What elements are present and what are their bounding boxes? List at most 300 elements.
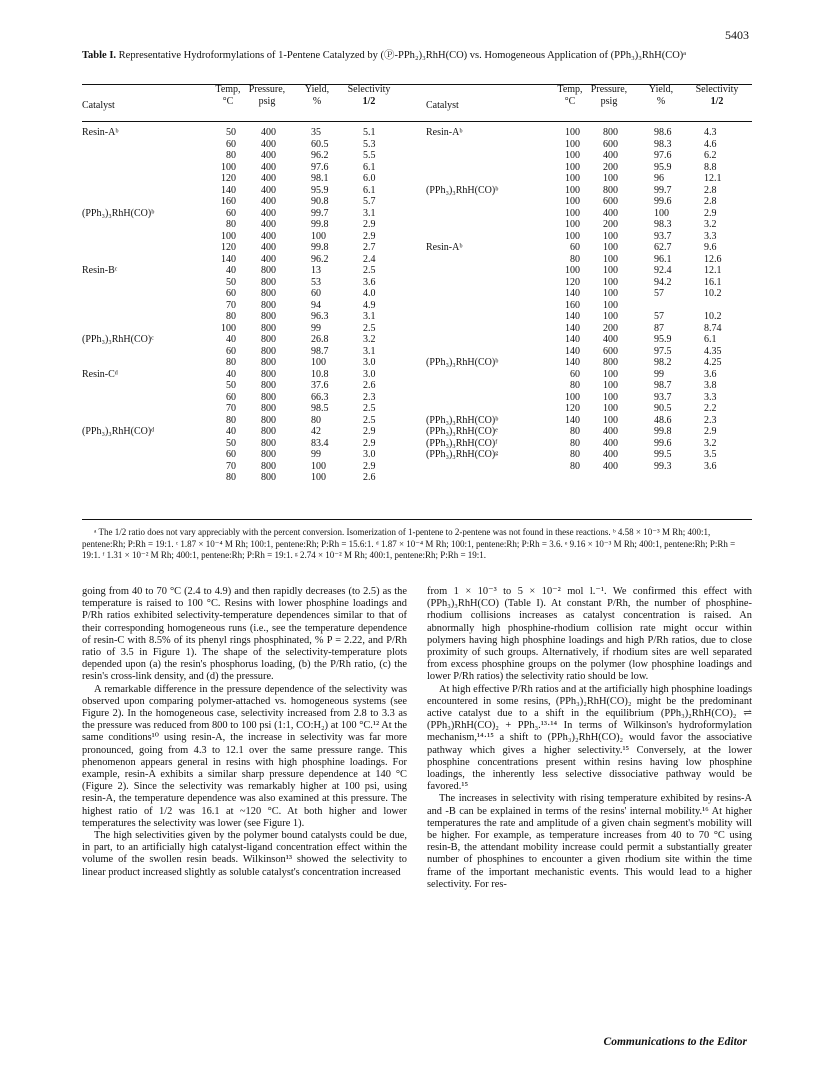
table-cell: 60	[226, 207, 236, 219]
table-cell: 50	[226, 380, 236, 391]
table-cell: 99.5	[654, 449, 672, 460]
table-cell: 50	[226, 276, 236, 288]
table-cell	[426, 392, 550, 404]
body-right-column	[427, 586, 752, 891]
table-cell: (PPh₃)₃RhH(CO)ᶠ	[426, 437, 498, 449]
table-cell: 100	[603, 276, 618, 288]
table-cell: 93.7	[654, 230, 672, 242]
table-cell: 800	[261, 414, 276, 426]
table-cell: Resin-Aᵇ	[82, 127, 119, 138]
table-cell: 99.7	[654, 184, 672, 196]
table-cell: 3.8	[704, 380, 717, 391]
table-cell: 70	[226, 403, 236, 414]
table-cell: 800	[261, 276, 276, 288]
table-cell: 96.3	[311, 311, 329, 322]
table-cell: Resin-Bᶜ	[82, 265, 118, 276]
table-cell: 5.5	[363, 150, 376, 161]
table-cell: 70	[226, 299, 236, 311]
table-cell: 99.6	[654, 437, 672, 449]
table-cell: 96.1	[654, 253, 672, 265]
table-cell: 2.9	[704, 207, 717, 219]
table-cell: 95.9	[654, 161, 672, 173]
left-catalyst-column	[82, 127, 202, 484]
table-cell: 200	[603, 219, 618, 230]
table-cell: 2.9	[363, 437, 376, 449]
table-cell	[426, 150, 550, 162]
table-cell: 2.7	[363, 242, 376, 253]
table-cell	[82, 254, 202, 266]
table-cell	[426, 173, 550, 185]
right-temp-column	[546, 127, 580, 472]
table-cell: 600	[603, 345, 618, 357]
table-cell: 2.6	[363, 380, 376, 391]
table-cell: 98.3	[654, 219, 672, 230]
table-cell: 100	[565, 138, 580, 150]
table-cell: 120	[221, 173, 236, 184]
table-cell: 3.0	[363, 449, 376, 460]
left-paragraph: The high selectivities given by the polymer bound catalysts could be due, in part, to an artificially high catalyst-ligand concentration effect within the volume of the swollen resin beads. Wilkinson¹³ showed the selectivity to linear product increased slightly as soluble catalyst's concentration increased	[82, 830, 407, 878]
table-cell: 100	[603, 403, 618, 414]
right-paragraph: from 1 × 10⁻³ to 5 × 10⁻² mol l.⁻¹. We confirmed this effect with (PPh₃)₃RhH(CO) (Table I). At constant P/Rh, the number of phosphine-rhodium collisions increases as catalyst concentration is raised. An abnormally high phosphine-rhodium collision rate might occur within polymers having high phosphine loadings and high P/Rh ratios, due to close proximity of such groups. Alternatively, if rhodium sites are well separated from excess phosphine groups on the polymer (low phosphine loadings and lower P/Rh ratios) the selectivity ratio should be low.	[427, 586, 752, 683]
table-cell: 42	[311, 426, 321, 437]
table-cell	[82, 415, 202, 427]
table-cell: 100	[311, 472, 326, 483]
table-cell: 400	[603, 334, 618, 345]
table-cell: 3.6	[704, 460, 717, 472]
table-cell: 400	[603, 449, 618, 460]
table-cell: 60	[226, 345, 236, 357]
table-cell	[82, 380, 202, 392]
table-cell: 96.2	[311, 150, 329, 161]
table-cell: 800	[261, 460, 276, 472]
table-cell	[82, 357, 202, 369]
table-cell: 800	[261, 357, 276, 368]
table-cell: 100	[603, 391, 618, 403]
right-selectivity-column	[704, 127, 740, 472]
table-cell: 100	[311, 357, 326, 368]
table-cell: 100	[221, 161, 236, 173]
table-cell: 120	[565, 276, 580, 288]
table-cell: 5.1	[363, 127, 376, 138]
table-cell: 400	[603, 426, 618, 437]
table-cell: 8.8	[704, 161, 717, 173]
table-cell	[426, 323, 550, 335]
table-cell: 57	[654, 288, 664, 299]
table-cell: 140	[565, 357, 580, 368]
table-cell: 80	[570, 460, 580, 472]
table-cell: 95.9	[654, 334, 672, 345]
table-cell: 95.9	[311, 184, 329, 196]
table-cell: 400	[603, 460, 618, 472]
table-cell: 200	[603, 322, 618, 334]
table-cell: 53	[311, 276, 321, 288]
table-cell: 62.7	[654, 242, 672, 253]
table-cell: 80	[570, 253, 580, 265]
table-cell: 400	[261, 173, 276, 184]
right-pressure-column	[586, 127, 618, 472]
table-cell: 3.2	[704, 437, 717, 449]
table-cell: 12.6	[704, 253, 722, 265]
table-cell	[426, 265, 550, 277]
table-cell: 100	[603, 380, 618, 391]
table-cell: 60	[226, 288, 236, 299]
table-cell: 13	[311, 265, 321, 276]
table-cell: 800	[261, 299, 276, 311]
header-temp-left: Temp, °C	[215, 84, 241, 107]
table-cell: 400	[261, 242, 276, 253]
table-cell: 3.1	[363, 311, 376, 322]
table-cell: 93.7	[654, 391, 672, 403]
table-cell: 8.74	[704, 322, 722, 334]
table-cell	[426, 288, 550, 300]
table-cell: 3.1	[363, 207, 376, 219]
table-cell: 100	[311, 230, 326, 242]
table-cell: (PPh₃)₃RhH(CO)ᵉ	[426, 426, 498, 437]
table-cell: 99	[311, 322, 321, 334]
table-cell: (PPh₃)₃RhH(CO)ᵇ	[82, 207, 155, 219]
table-cell: 80	[570, 449, 580, 460]
table-cell: 400	[261, 207, 276, 219]
table-cell: 100	[603, 311, 618, 322]
table-cell	[654, 300, 690, 312]
table-cell: 2.5	[363, 403, 376, 414]
table-cell: 97.6	[654, 150, 672, 161]
table-cell: 90.5	[654, 403, 672, 414]
table-cell: 400	[261, 161, 276, 173]
table-cell	[82, 323, 202, 335]
table-cell: 2.9	[363, 460, 376, 472]
table-cell: 100	[565, 219, 580, 230]
table-cell: 80	[226, 219, 236, 230]
table-cell	[82, 173, 202, 185]
table-cell: 800	[261, 472, 276, 483]
table-cell: 99.6	[654, 196, 672, 207]
table-cell	[426, 208, 550, 220]
left-selectivity-column	[363, 127, 393, 484]
table-cell: 40	[226, 368, 236, 380]
table-cell: 100	[603, 414, 618, 426]
left-pressure-column	[244, 127, 276, 484]
table-cell: 400	[261, 219, 276, 230]
right-paragraph: The increases in selectivity with rising temperature exhibited by resins-A and -B can be explained in terms of the resins' internal mobility.¹⁶ At higher temperatures the rate and amplitude of a given chain segment's mobility will be higher. For example, as temperature increases from 40 to 70 °C using resin-B, the attendant mobility increase could permit a substantially greater number of phosphines to encounter a given rhodium site within the time frame of the important mechanistic events. This would lead to a higher selectivity. For res-	[427, 793, 752, 890]
body-left-column	[82, 586, 407, 879]
table-cell	[82, 438, 202, 450]
table-cell: 100	[565, 150, 580, 161]
table-cell: 98.7	[311, 345, 329, 357]
table-cell: 80	[226, 311, 236, 322]
table-cell: 100	[565, 173, 580, 184]
table-cell: 800	[261, 322, 276, 334]
table-cell: 60	[226, 449, 236, 460]
table-cell: 400	[261, 253, 276, 265]
table-cell: 2.4	[363, 253, 376, 265]
table-cell: 800	[261, 311, 276, 322]
table-cell: 6.1	[363, 184, 376, 196]
table-cell: 99	[311, 449, 321, 460]
left-yield-column	[311, 127, 347, 484]
table-cell: 100	[603, 265, 618, 276]
table-cell: 98.1	[311, 173, 329, 184]
table-cell: Resin-Aᵇ	[426, 242, 463, 253]
table-cell: 60	[226, 391, 236, 403]
table-cell: 140	[565, 414, 580, 426]
table-cell	[426, 254, 550, 266]
table-cell: 40	[226, 265, 236, 276]
table-cell: 3.6	[704, 368, 717, 380]
table-cell: 80	[570, 437, 580, 449]
table-header-rule	[82, 121, 752, 122]
table-cell	[426, 311, 550, 323]
table-cell: 48.6	[654, 414, 672, 426]
table-cell: 70	[226, 460, 236, 472]
table-cell: 100	[565, 161, 580, 173]
table-cell	[426, 369, 550, 381]
table-cell: 100	[654, 207, 669, 219]
table-cell: 100	[221, 322, 236, 334]
table-cell: 60	[570, 242, 580, 253]
table-cell: 60	[311, 288, 321, 299]
table-cell: 60.5	[311, 138, 329, 150]
table-cell	[426, 380, 550, 392]
table-cell	[82, 219, 202, 231]
table-cell: 800	[261, 288, 276, 299]
table-cell: 57	[654, 311, 664, 322]
table-cell: 6.0	[363, 173, 376, 184]
table-cell: 10.8	[311, 368, 329, 380]
table-cell: 80	[226, 414, 236, 426]
table-cell: 600	[603, 138, 618, 150]
table-cell: 3.2	[704, 219, 717, 230]
table-cell: 35	[311, 127, 321, 138]
table-cell: 100	[565, 127, 580, 138]
table-cell: 100	[603, 299, 618, 311]
table-cell: 98.2	[654, 357, 672, 368]
caption-text: Representative Hydroformylations of 1-Pentene Catalyzed by (Ⓟ-PPh₂)₃RhH(CO) vs. Homogeneous Application of (PPh₃)₃RhH(CO)ᵃ	[118, 50, 687, 61]
header-catalyst-right: Catalyst	[426, 100, 459, 111]
table-cell: 140	[565, 345, 580, 357]
table-cell: 50	[226, 127, 236, 138]
table-cell: 100	[311, 460, 326, 472]
table-cell: 12.1	[704, 173, 722, 184]
table-cell: 3.0	[363, 368, 376, 380]
table-cell: 98.5	[311, 403, 329, 414]
table-cell	[82, 392, 202, 404]
right-paragraph: At high effective P/Rh ratios and at the artificially high phosphine loadings encountered in some resins, (PPh₃)₂RhH(CO)₂ might be the predominant active catalyst due to a shift in the equilibrium (PPh₃)₂RhH(CO)₂ ⇌ (PPh₃)RhH(CO)₂ + PPh₃.¹³·¹⁴ In terms of Wilkinson's hydroformylation mechanism,¹⁴·¹⁵ a shift to (PPh₃)₂RhH(CO)₂ would favor the associative pathway which gives a higher selectivity.¹⁵ Conversely, at the lower phosphine concentrations present within resins having low phosphine loadings, the inherently less selective dissociative pathway would be favored.¹⁵	[427, 683, 752, 793]
table-cell: 400	[261, 230, 276, 242]
table-cell: 90.8	[311, 196, 329, 207]
table-cell: 800	[603, 184, 618, 196]
table-cell: 800	[261, 345, 276, 357]
table-cell: 400	[261, 150, 276, 161]
table-cell	[82, 242, 202, 254]
table-cell: 5.3	[363, 138, 376, 150]
table-cell: 800	[261, 437, 276, 449]
table-cell: 800	[261, 449, 276, 460]
table-cell: 800	[603, 127, 618, 138]
table-cell: 4.9	[363, 299, 376, 311]
table-cell: 400	[261, 184, 276, 196]
table-cell: 87	[654, 322, 664, 334]
header-catalyst-left: Catalyst	[82, 100, 115, 111]
right-catalyst-column	[426, 127, 550, 461]
table-cell: 140	[221, 184, 236, 196]
table-cell: 2.8	[704, 184, 717, 196]
header-selectivity-right: Selectivity 1/2	[695, 84, 739, 107]
table-cell: 3.3	[704, 230, 717, 242]
table-cell: 3.1	[363, 345, 376, 357]
table-cell: 4.3	[704, 127, 717, 138]
table-cell: 100	[565, 391, 580, 403]
table-cell: 4.35	[704, 345, 722, 357]
table-cell: 60	[226, 138, 236, 150]
table-cell: 100	[565, 184, 580, 196]
header-yield-left: Yield, %	[304, 84, 330, 107]
table-cell: 3.5	[704, 449, 717, 460]
table-cell: 94.2	[654, 276, 672, 288]
table-cell	[704, 300, 740, 312]
table-cell: 66.3	[311, 391, 329, 403]
table-cell: 80	[226, 150, 236, 161]
table-caption	[82, 49, 752, 62]
table-cell: 100	[565, 230, 580, 242]
caption-label: Table I.	[82, 50, 117, 61]
table-cell: (PPh₃)₃RhH(CO)ᵇ	[426, 414, 499, 426]
header-temp-right: Temp, °C	[557, 84, 583, 107]
table-cell: 2.9	[704, 426, 717, 437]
left-temp-column	[202, 127, 236, 484]
table-cell: 60	[570, 368, 580, 380]
table-cell: 400	[261, 138, 276, 150]
table-cell	[82, 300, 202, 312]
journal-footer: Communications to the Editor	[603, 1036, 747, 1048]
table-cell: 800	[261, 368, 276, 380]
table-cell: 4.6	[704, 138, 717, 150]
table-cell: 140	[221, 253, 236, 265]
table-cell: 400	[603, 207, 618, 219]
table-cell: 600	[603, 196, 618, 207]
table-cell: 100	[603, 368, 618, 380]
table-cell: 140	[565, 288, 580, 299]
table-cell	[426, 196, 550, 208]
table-cell: 160	[565, 299, 580, 311]
table-cell: 26.8	[311, 334, 329, 345]
left-paragraph: going from 40 to 70 °C (2.4 to 4.9) and then rapidly decreases (to 2.5) as the temperature is raised to 100 °C. Resins with lower phosphine loadings and P/Rh ratios exhibited selectivity-temperature dependences similar to that of their corresponding homogeneous runs (i.e., see the temperature dependence of resin-C with 8.5% of its phenyl rings phosphinated, % P = 2.22, and P/Rh ratio of 3.5 in Figure 1). The shape of the selectivity-temperature plots depended upon (a) the resin's phosphorus loading, (b) the P/Rh ratio, (c) the resin's cross-link density, and (d) the pressure.	[82, 586, 407, 683]
table-cell: (PPh₃)₃RhH(CO)ᵈ	[82, 426, 155, 437]
table-cell: 10.2	[704, 311, 722, 322]
table-cell	[82, 461, 202, 473]
table-cell: 400	[261, 196, 276, 207]
table-cell: 100	[565, 265, 580, 276]
table-cell: 2.9	[363, 426, 376, 437]
table-cell: 400	[603, 437, 618, 449]
table-cell: 97.6	[311, 161, 329, 173]
table-cell: 120	[221, 242, 236, 253]
table-cell: 100	[603, 253, 618, 265]
table-cell	[82, 403, 202, 415]
table-cell: 10.2	[704, 288, 722, 299]
table-cell: 96	[654, 173, 664, 184]
table-cell: 6.1	[704, 334, 717, 345]
header-pressure-right: Pressure, psig	[590, 84, 628, 107]
table-cell: 400	[261, 127, 276, 138]
table-cell	[426, 403, 550, 415]
table-cell: 120	[565, 403, 580, 414]
right-yield-column	[654, 127, 690, 472]
table-cell: 800	[603, 357, 618, 368]
table-cell: 2.8	[704, 196, 717, 207]
table-cell: 100	[603, 288, 618, 299]
left-paragraph: A remarkable difference in the pressure dependence of the selectivity was observed upon comparing polymer-attached vs. homogeneous systems (see Figure 2). In the homogeneous case, selectivity increased from 2.8 to 3.3 as the pressure was reduced from 800 to 100 psi (1:1, CO:H₂) at 100 °C.¹² At the same conditions¹⁰ using resin-A, the increase in selectivity was far more pronounced, going from 4.3 to 12.1 over the same pressure range. This phenomenon appears general in resins with high phosphine loadings. For example, resin-A exhibits a similar sharp pressure dependence at 140 °C (Figure 2). Since the selectivity was remarkably higher at 100 psi, using resin-A, the temperature dependence was also examined at this pressure. The highest ratio of 1/2 was 16.1 at ~120 °C. At both higher and lower temperatures the selectivity was lower (see Figure 1).	[82, 683, 407, 829]
table-cell	[82, 185, 202, 197]
table-cell: 200	[603, 161, 618, 173]
table-cell: (PPh₃)₃RhH(CO)ᵇ	[426, 357, 499, 368]
table-cell: 3.0	[363, 357, 376, 368]
table-cell	[426, 277, 550, 289]
table-cell	[82, 346, 202, 358]
table-cell	[426, 162, 550, 174]
table-cell: 37.6	[311, 380, 329, 391]
table-cell: (PPh₃)₃RhH(CO)ᶜ	[82, 334, 154, 345]
table-cell: 6.1	[363, 161, 376, 173]
table-cell: 5.7	[363, 196, 376, 207]
table-cell: 97.5	[654, 345, 672, 357]
table-cell: 140	[565, 322, 580, 334]
table-cell: Resin-Cᵈ	[82, 368, 118, 380]
table-cell: 800	[261, 380, 276, 391]
table-cell	[82, 139, 202, 151]
table-cell: 98.6	[654, 127, 672, 138]
table-cell: 98.3	[654, 138, 672, 150]
table-cell: 100	[221, 230, 236, 242]
table-cell: 12.1	[704, 265, 722, 276]
table-bottom-rule	[82, 519, 752, 520]
table-cell: 3.3	[704, 391, 717, 403]
table-cell: 80	[570, 426, 580, 437]
table-cell: 92.4	[654, 265, 672, 276]
page-number: 5403	[725, 28, 749, 42]
table-cell	[82, 196, 202, 208]
table-cell: 2.2	[704, 403, 717, 414]
table-cell: 3.6	[363, 276, 376, 288]
table-cell	[82, 311, 202, 323]
table-cell: 2.5	[363, 265, 376, 276]
table-cell: 4.0	[363, 288, 376, 299]
table-cell: 100	[603, 173, 618, 184]
table-cell: 40	[226, 426, 236, 437]
table-cell: 100	[565, 207, 580, 219]
table-cell: 800	[261, 265, 276, 276]
table-cell	[82, 150, 202, 162]
table-cell: 2.6	[363, 472, 376, 483]
table-cell: 140	[565, 334, 580, 345]
table-cell: 99.7	[311, 207, 329, 219]
table-cell: 9.6	[704, 242, 717, 253]
header-selectivity-left: Selectivity 1/2	[347, 84, 391, 107]
table-cell: Resin-Aᵇ	[426, 127, 463, 138]
table-cell: 96.2	[311, 253, 329, 265]
table-cell: 4.25	[704, 357, 722, 368]
table-cell: 800	[261, 426, 276, 437]
table-cell: 800	[261, 391, 276, 403]
table-cell: (PPh₃)₃RhH(CO)ᵍ	[426, 449, 499, 460]
table-cell: 140	[565, 311, 580, 322]
table-cell	[82, 162, 202, 174]
table-cell: 400	[603, 150, 618, 161]
table-cell: (PPh₃)₃RhH(CO)ᵇ	[426, 184, 499, 196]
table-footnote: ᵃ The 1/2 ratio does not vary appreciably with the percent conversion. Isomerization of 1-pentene to 2-pentene was not found in these reactions. ᵇ 4.58 × 10⁻³ M Rh; 400:1, pentene:Rh; P:Rh = 19:1. ᶜ 1.87 × 10⁻⁴ M Rh; 100:1, pentene:Rh; P:Rh = 15.6:1. ᵈ 1.87 × 10⁻⁴ M Rh; 100:1, pentene:Rh; P:Rh = 3.6. ᵉ 9.16 × 10⁻³ M Rh; 400:1, pentene:Rh; P:Rh = 19:1. ᶠ 1.31 × 10⁻² M Rh; 400:1, pentene:Rh; P:Rh = 19:1. ᵍ 2.74 × 10⁻² M Rh; 400:1, pentene:Rh; P:Rh = 19:1.	[82, 527, 736, 560]
table-cell: 50	[226, 437, 236, 449]
table-cell: 94	[311, 299, 321, 311]
